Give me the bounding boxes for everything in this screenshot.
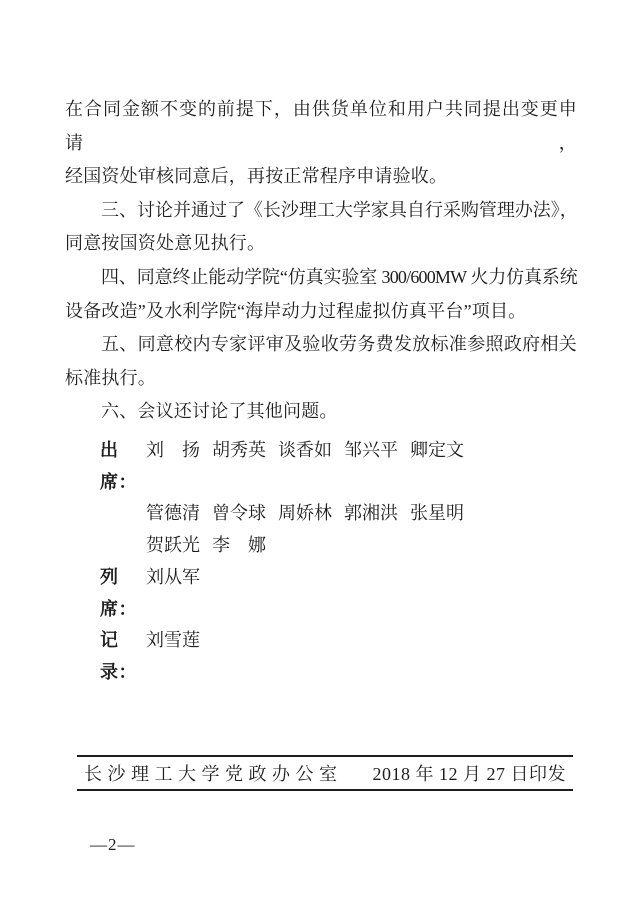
attendees-names-row-1 <box>146 435 464 498</box>
print-date: 2018 年 12 月 27 日印发 <box>372 764 566 784</box>
attendees-label-spacer <box>100 530 146 562</box>
body-line-6: 设备改造”及水利学院“海岸动力过程虚拟仿真平台”项目。 <box>65 300 527 321</box>
attendee-name: 邹兴平 <box>344 440 398 460</box>
body-line-2: 经国资处审核同意后，再按正常程序申请验收。 <box>65 166 448 187</box>
attendee-name: 刘 扬 <box>146 440 200 460</box>
body-line-5: 四、同意终止能动学院“仿真实验室 300/600MW 火力仿真系统 <box>101 266 577 287</box>
attendees-row-2 <box>100 498 580 530</box>
attendee-name: 贺跃光 <box>146 535 200 556</box>
body-line-9: 六、会议还讨论了其他问题。 <box>101 401 338 422</box>
attendees-label-spacer <box>100 498 146 530</box>
issuing-office: 长沙理工大学党政办公室 <box>84 764 343 784</box>
attendees-names-row-2 <box>146 498 464 530</box>
recorder-row <box>100 625 580 688</box>
attendee-name: 曾令球 <box>212 503 266 524</box>
recorder-name: 刘雪莲 <box>146 630 200 651</box>
body-line-7: 五、同意校内专家评审及验收劳务费发放标准参照政府相关 <box>101 334 577 355</box>
attendance-section <box>100 435 580 689</box>
attendee-name: 张星明 <box>410 503 464 524</box>
imprint-row <box>77 755 573 791</box>
attendee-name: 卿定文 <box>410 440 464 460</box>
attendees-label: 出席： <box>100 440 137 492</box>
attendees-row-1 <box>100 435 580 498</box>
attendee-name: 李 娜 <box>212 535 266 556</box>
recorder-label: 记录： <box>100 630 137 682</box>
attendee-name: 郭湘洪 <box>344 503 398 524</box>
observers-names <box>146 562 200 625</box>
body-line-4: 同意按国资处意见执行。 <box>65 233 266 254</box>
attendee-name: 胡秀英 <box>212 440 266 460</box>
attendees-names-row-3 <box>146 530 266 562</box>
imprint-footer <box>77 755 573 791</box>
body-line-1: 在合同金额不变的前提下，由供货单位和用户共同提出变更申请， <box>65 99 577 153</box>
page-number: —2— <box>90 835 136 854</box>
attendee-name: 管德清 <box>146 503 200 524</box>
attendee-name: 周娇林 <box>278 503 332 524</box>
attendees-row-3 <box>100 530 580 562</box>
meeting-minutes-body <box>65 93 577 429</box>
body-line-3: 三、讨论并通过了《长沙理工大学家具自行采购管理办法》， <box>101 199 577 220</box>
body-line-8: 标准执行。 <box>65 367 156 388</box>
observers-label: 列席： <box>100 566 137 619</box>
observer-name: 刘从军 <box>146 566 200 587</box>
observers-row <box>100 562 580 625</box>
recorder-names <box>146 625 200 688</box>
attendee-name: 谈香如 <box>278 440 332 460</box>
